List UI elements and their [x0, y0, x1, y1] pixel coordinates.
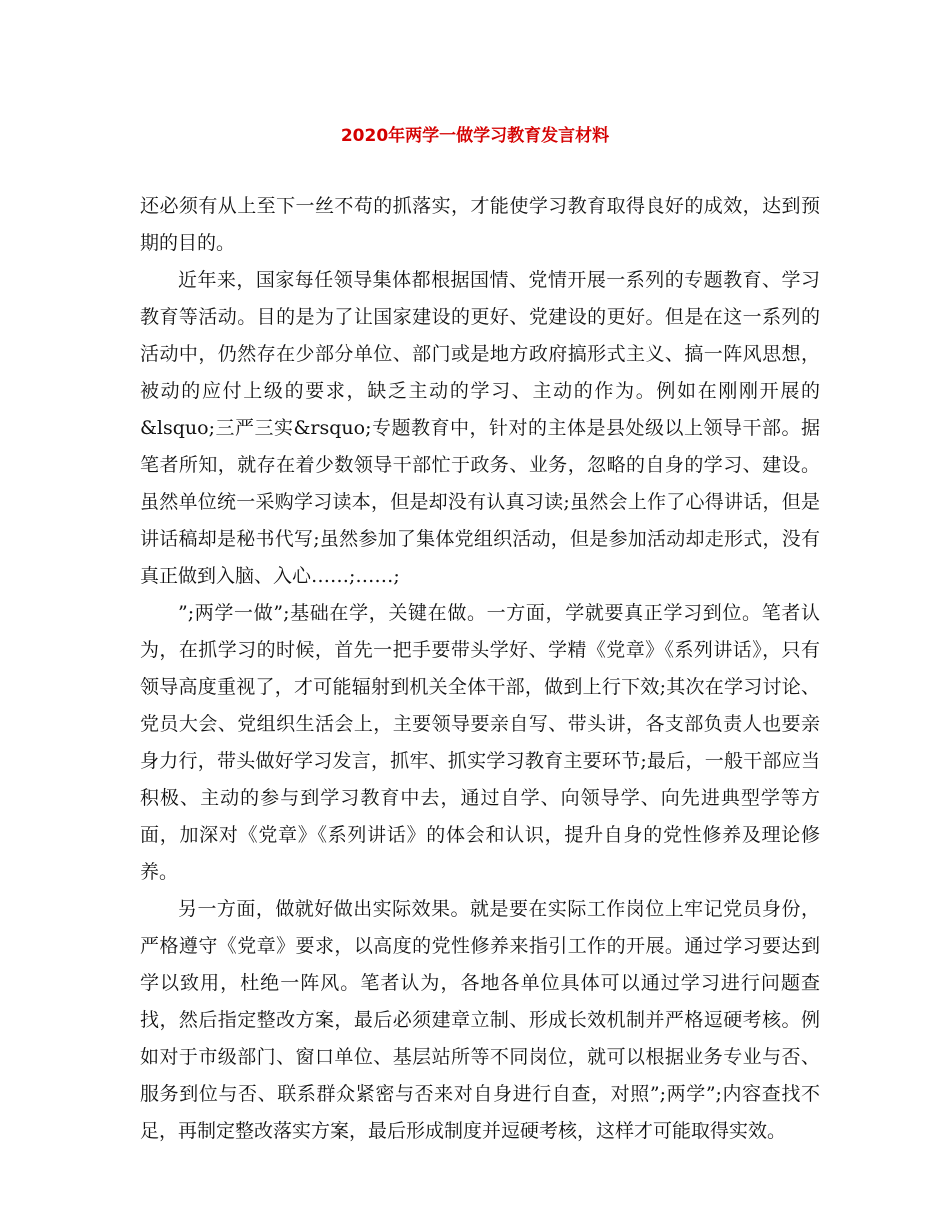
paragraph-1: 还必须有从上至下一丝不苟的抓落实，才能使学习教育取得良好的成效，达到预期的目的。: [140, 195, 820, 254]
document-body: [140, 188, 820, 1150]
paragraph-3: ”;两学一做”;基础在学，关键在做。一方面，学就要真正学习到位。笔者认为，在抓学习的时候，首先一把手要带头学好、学精《党章》《系列讲话》，只有领导高度重视了，才可能辐射到机关全体干部，做到上行下效;其次在学习讨论、党员大会、党组织生活会上，主要领导要亲自写、带头讲，各支部负责人也要亲身力行，带头做好学习发言，抓牢、抓实学习教育主要环节;最后，一般干部应当积极、主动的参与到学习教育中去，通过自学、向领导学、向先进典型学等方面，加深对《党章》《系列讲话》的体会和认识，提升自身的党性修养及理论修养。: [140, 602, 820, 883]
paragraph-4: 另一方面，做就好做出实际效果。就是要在实际工作岗位上牢记党员身份，严格遵守《党章》要求，以高度的党性修养来指引工作的开展。通过学习要达到学以致用，杜绝一阵风。笔者认为，各地各单位具体可以通过学习进行问题查找，然后指定整改方案，最后必须建章立制、形成长效机制并严格逗硬考核。例如对于市级部门、窗口单位、基层站所等不同岗位，就可以根据业务专业与否、服务到位与否、联系群众紧密与否来对自身进行自查，对照”;两学”;内容查找不足，再制定整改落实方案，最后形成制度并逗硬考核，这样才可能取得实效。: [140, 898, 820, 1142]
document-title: 2020年两学一做学习教育发言材料: [340, 126, 610, 146]
paragraph-2: 近年来，国家每任领导集体都根据国情、党情开展一系列的专题教育、学习教育等活动。目的是为了让国家建设的更好、党建设的更好。但是在这一系列的活动中，仍然存在少部分单位、部门或是地方政府搞形式主义、搞一阵风思想，被动的应付上级的要求，缺乏主动的学习、主动的作为。例如在刚刚开展的&lsquo;三严三实&rsquo;专题教育中，针对的主体是县处级以上领导干部。据笔者所知，就存在着少数领导干部忙于政务、业务，忽略的自身的学习、建设。虽然单位统一采购学习读本，但是却没有认真习读;虽然会上作了心得讲话，但是讲话稿却是秘书代写;虽然参加了集体党组织活动，但是参加活动却走形式，没有真正做到入脑、入心……;……;: [140, 269, 820, 587]
